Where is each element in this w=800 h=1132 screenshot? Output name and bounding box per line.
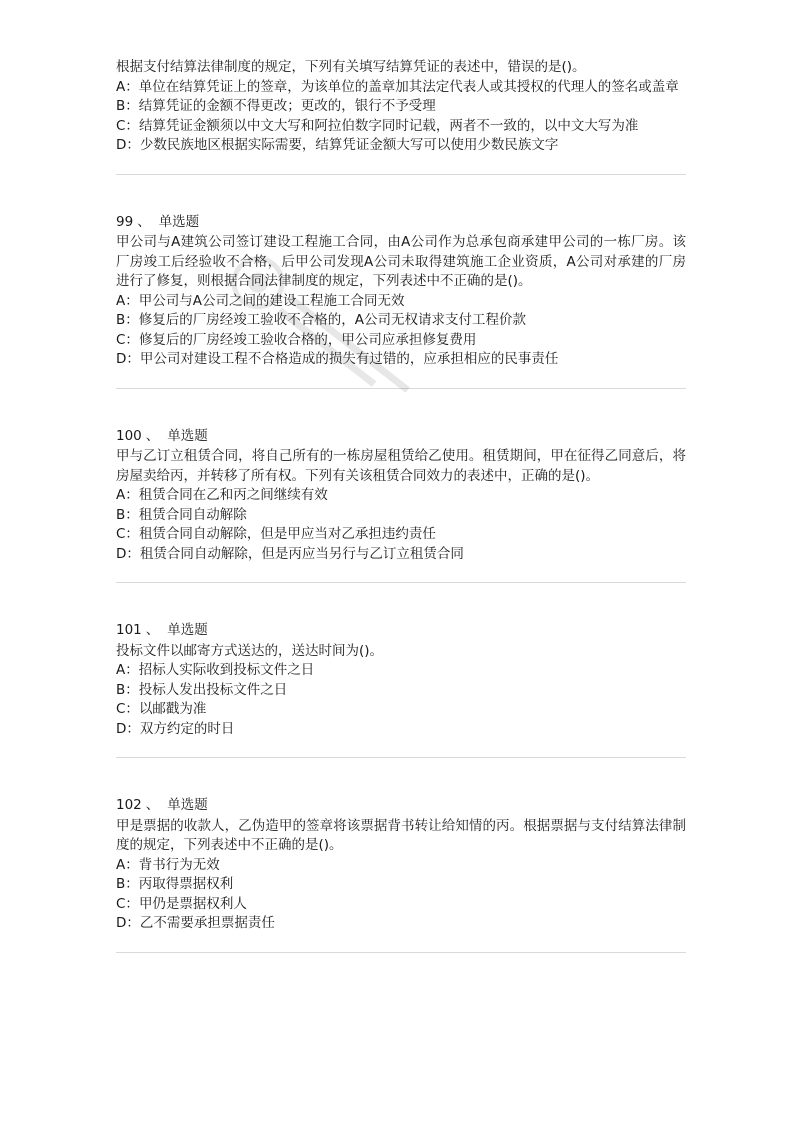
- option-letter: B：: [116, 681, 139, 698]
- option-a: [116, 661, 686, 681]
- question-separator: 、: [145, 797, 160, 813]
- option-letter: C：: [116, 701, 139, 717]
- option-text: 租赁合同在乙和丙之间继续有效: [138, 487, 328, 503]
- question-stem: 根据支付结算法律制度的规定，下列有关填写结算凭证的表述中，错误的是()。: [116, 59, 586, 75]
- section-divider: [116, 952, 686, 953]
- option-letter: D：: [116, 545, 140, 562]
- option-d: [116, 350, 686, 370]
- option-text: 背书行为无效: [138, 856, 220, 873]
- option-c: [116, 700, 686, 720]
- option-text: 单位在结算凭证上的签章，为该单位的盖章加其法定代表人或其授权的代理人的签名或盖章: [138, 78, 679, 95]
- question-stem: 甲与乙订立租赁合同，将自己所有的一栋房屋租赁给乙使用。租赁期间，甲在征得乙同意后，将房屋卖给丙，并转移了所有权。下列有关该租赁合同效力的表述中，正确的是()。: [116, 448, 686, 484]
- question-header: [116, 796, 686, 816]
- section-divider: [116, 388, 686, 389]
- option-text: 招标人实际收到投标文件之日: [138, 662, 315, 678]
- question-number: 100: [116, 427, 142, 444]
- option-text: 结算凭证金额须以中文大写和阿拉伯数字同时记载，两者不一致的，以中文大写为准: [138, 117, 639, 134]
- option-d: [116, 136, 686, 156]
- question-block-102: [116, 796, 686, 953]
- question-type: 单选题: [167, 797, 208, 813]
- option-text: 甲公司对建设工程不合格造成的损失有过错的，应承担相应的民事责任: [139, 351, 559, 367]
- option-letter: A：: [116, 292, 139, 309]
- question-stem: 甲是票据的收款人，乙伪造甲的签章将该票据背书转让给知情的丙。根据票据与支付结算法律制度的规定，下列表述中不正确的是()。: [116, 817, 686, 853]
- option-a: [116, 292, 686, 312]
- option-letter: C：: [116, 526, 139, 542]
- option-letter: A：: [116, 856, 139, 873]
- option-text: 修复后的厂房经竣工验收合格的，甲公司应承担修复费用: [138, 331, 477, 348]
- option-text: 丙取得票据权利: [138, 876, 234, 892]
- option-letter: C：: [116, 331, 139, 348]
- option-letter: D：: [116, 137, 140, 153]
- question-block-101: [116, 621, 686, 758]
- option-text: 租赁合同自动解除，但是甲应当对乙承担违约责任: [138, 526, 436, 542]
- option-text: 投标人发出投标文件之日: [138, 681, 288, 698]
- option-letter: B：: [116, 98, 139, 114]
- question-separator: 、: [137, 213, 151, 230]
- question-header: [116, 427, 686, 447]
- option-letter: A：: [116, 78, 139, 95]
- option-a: [116, 78, 686, 98]
- option-b: [116, 681, 686, 701]
- option-a: [116, 486, 686, 506]
- option-c: [116, 895, 686, 915]
- option-letter: C：: [116, 895, 139, 912]
- option-text: 甲仍是票据权利人: [138, 895, 247, 912]
- question-type: 单选题: [167, 427, 208, 444]
- option-text: 修复后的厂房经竣工验收不合格的，A公司无权请求支付工程价款: [138, 312, 526, 328]
- option-text: 少数民族地区根据实际需要，结算凭证金额大写可以使用少数民族文字: [139, 137, 559, 153]
- section-divider: [116, 582, 686, 583]
- option-c: [116, 525, 686, 545]
- question-block-100: [116, 427, 686, 584]
- option-a: [116, 856, 686, 876]
- option-d: [116, 545, 686, 565]
- option-c: [116, 117, 686, 137]
- question-type: 单选题: [158, 213, 200, 230]
- option-letter: A：: [116, 662, 139, 678]
- option-letter: A：: [116, 487, 139, 503]
- option-letter: C：: [116, 117, 139, 134]
- option-text: 乙不需要承担票据责任: [139, 915, 275, 931]
- question-block-intro: [116, 58, 686, 175]
- option-b: [116, 506, 686, 526]
- question-stem: 投标文件以邮寄方式送达的，送达时间为()。: [116, 642, 384, 659]
- question-header: [116, 213, 686, 233]
- option-letter: B：: [116, 506, 139, 523]
- question-number: 99: [116, 213, 134, 230]
- option-text: 租赁合同自动解除，但是丙应当另行与乙订立租赁合同: [139, 545, 464, 562]
- document-page: [116, 58, 686, 953]
- option-letter: D：: [116, 720, 140, 737]
- option-letter: B：: [116, 876, 139, 892]
- question-separator: 、: [145, 622, 160, 638]
- question-number: 102: [116, 797, 142, 813]
- option-b: [116, 875, 686, 895]
- option-text: 租赁合同自动解除: [138, 506, 247, 523]
- option-b: [116, 311, 686, 331]
- question-stem: 甲公司与A建筑公司签订建设工程施工合同，由A公司作为总承包商承建甲公司的一栋厂房。该厂房竣工后经验收不合格，后甲公司发现A公司未取得建筑施工企业资质，A公司对承建的厂房进行了修复，则根据合同法律制度的规定，下列表述中不正确的是()。: [116, 234, 686, 289]
- option-letter: D：: [116, 351, 140, 367]
- option-text: 甲公司与A公司之间的建设工程施工合同无效: [138, 292, 405, 309]
- section-divider: [116, 757, 686, 758]
- option-d: [116, 720, 686, 740]
- question-block-99: [116, 213, 686, 389]
- option-d: [116, 914, 686, 934]
- option-text: 结算凭证的金额不得更改；更改的，银行不予受理: [138, 98, 436, 114]
- option-text: 双方约定的时日: [139, 720, 235, 737]
- question-type: 单选题: [167, 622, 208, 638]
- option-letter: B：: [116, 312, 139, 328]
- option-b: [116, 97, 686, 117]
- option-text: 以邮戳为准: [138, 701, 207, 717]
- option-c: [116, 331, 686, 351]
- option-letter: D：: [116, 915, 140, 931]
- question-separator: 、: [145, 427, 160, 444]
- question-number: 101: [116, 622, 142, 638]
- section-divider: [116, 174, 686, 175]
- question-header: [116, 621, 686, 641]
